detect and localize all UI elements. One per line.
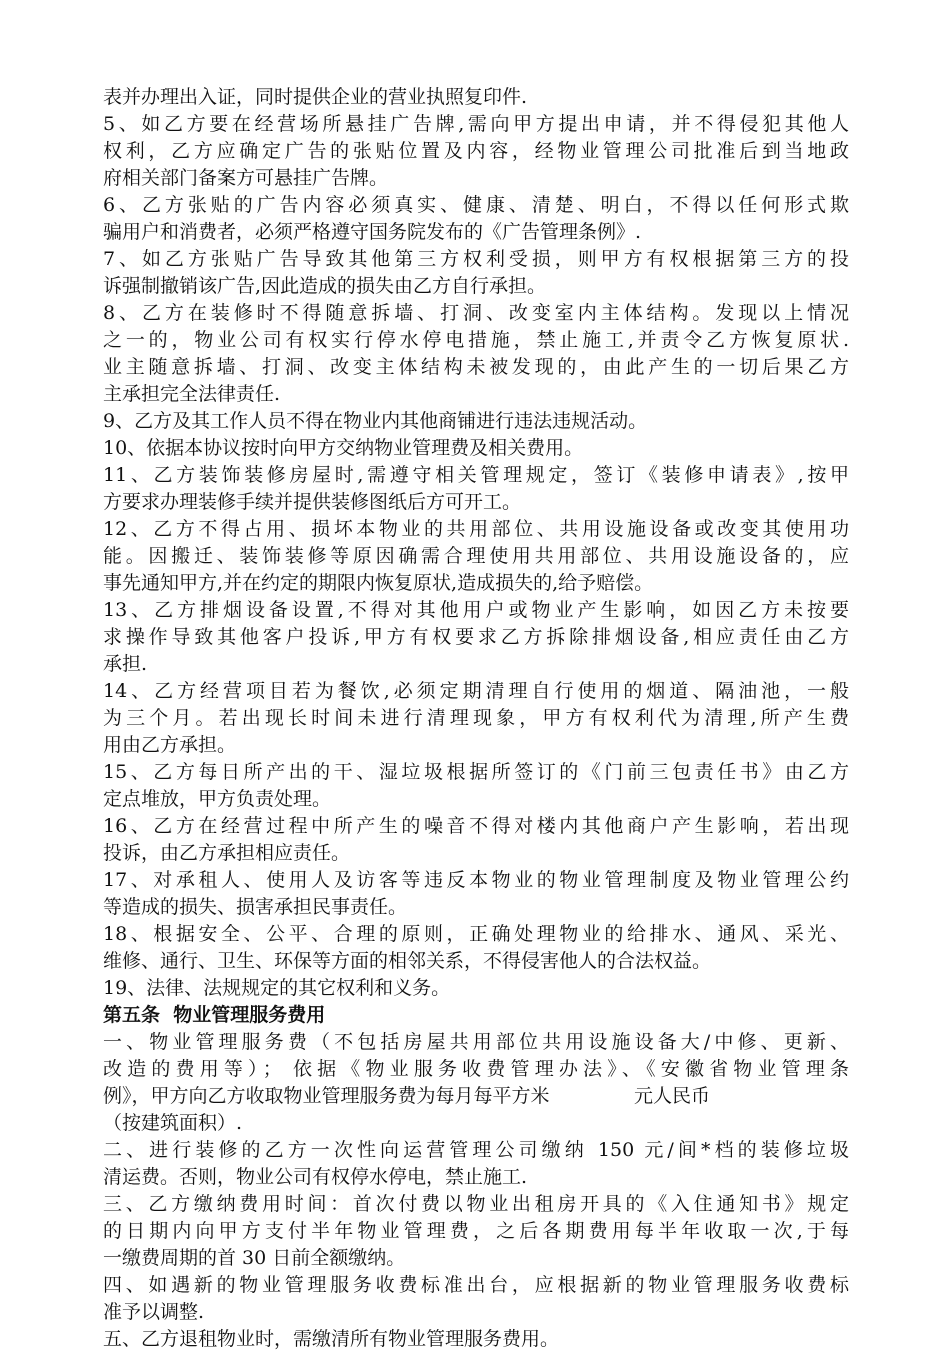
text-line: 18、根据安全、公平、合理的原则，正确处理物业的给排水、通风、采光、 bbox=[103, 923, 849, 945]
text-line: 9、乙方及其工作人员不得在物业内其他商铺进行违法违规活动。 bbox=[103, 410, 648, 432]
text-line: 五、乙方退租物业时，需缴清所有物业管理服务费用。 bbox=[103, 1328, 560, 1350]
text-line: 清运费。否则，物业公司有权停水停电，禁止施工. bbox=[103, 1166, 528, 1188]
text-line: 15、乙方每日所产出的干、湿垃圾根据所签订的《门前三包责任书》由乙方 bbox=[103, 761, 849, 783]
text-line: 定点堆放，甲方负责处理。 bbox=[103, 788, 332, 810]
document-page bbox=[103, 84, 849, 1353]
text-line: 准予以调整. bbox=[103, 1301, 205, 1323]
text-line: 6、乙方张贴的广告内容必须真实、健康、清楚、明白，不得以任何形式欺 bbox=[103, 194, 849, 216]
text-line: 的日期内向甲方支付半年物业管理费，之后各期费用每半年收取一次,于每 bbox=[103, 1220, 849, 1242]
text-line: 12、乙方不得占用、损坏本物业的共用部位、共用设施设备或改变其使用功 bbox=[103, 518, 849, 540]
text-line: 13、乙方排烟设备设置,不得对其他用户或物业产生影响，如因乙方未按要 bbox=[103, 599, 849, 621]
text-line: 二、进行装修的乙方一次性向运营管理公司缴纳 150 元/间*档的装修垃圾 bbox=[103, 1139, 849, 1161]
text-line: 用由乙方承担。 bbox=[103, 734, 237, 756]
text-line: 事先通知甲方,并在约定的期限内恢复原状,造成损失的,给予赔偿。 bbox=[103, 572, 654, 594]
text-line: 8、乙方在装修时不得随意拆墙、打洞、改变室内主体结构。发现以上情况 bbox=[103, 302, 849, 324]
text-line: 一缴费周期的首 30 日前全额缴纳。 bbox=[103, 1247, 406, 1269]
text-line: 7、如乙方张贴广告导致其他第三方权利受损，则甲方有权根据第三方的投 bbox=[103, 248, 849, 270]
text-line: 16、乙方在经营过程中所产生的噪音不得对楼内其他商户产生影响，若出现 bbox=[103, 815, 849, 837]
text-line: 骗用户和消费者，必须严格遵守国务院发布的《广告管理条例》. bbox=[103, 221, 642, 243]
text-line: 为三个月。若出现长时间未进行清理现象，甲方有权利代为清理,所产生费 bbox=[103, 707, 849, 729]
section-heading: 第五条 物业管理服务费用 bbox=[103, 1004, 326, 1026]
text-line: 府相关部门备案方可悬挂广告牌。 bbox=[103, 167, 389, 189]
text-line: 四、如遇新的物业管理服务收费标准出台，应根据新的物业管理服务收费标 bbox=[103, 1274, 849, 1296]
text-line: 一、物业管理服务费（不包括房屋共用部位共用设施设备大/中修、更新、 bbox=[103, 1031, 849, 1053]
text-line: （按建筑面积）. bbox=[103, 1112, 243, 1134]
text-line: 业主随意拆墙、打洞、改变主体结构未被发现的，由此产生的一切后果乙方 bbox=[103, 356, 849, 378]
text-line: 承担. bbox=[103, 653, 148, 675]
text-line: 例》，甲方向乙方收取物业管理服务费为每月每平方米 元人民币 bbox=[103, 1085, 711, 1107]
text-line: 主承担完全法律责任. bbox=[103, 383, 281, 405]
text-line: 方要求办理装修手续并提供装修图纸后方可开工。 bbox=[103, 491, 522, 513]
text-line: 5、如乙方要在经营场所悬挂广告牌,需向甲方提出申请，并不得侵犯其他人 bbox=[103, 113, 849, 135]
text-line: 能。因搬迁、装饰装修等原因确需合理使用共用部位、共用设施设备的，应 bbox=[103, 545, 849, 567]
text-line: 诉强制撤销该广告,因此造成的损失由乙方自行承担。 bbox=[103, 275, 547, 297]
text-line: 表并办理出入证，同时提供企业的营业执照复印件. bbox=[103, 86, 528, 108]
text-line: 维修、通行、卫生、环保等方面的相邻关系，不得侵害他人的合法权益。 bbox=[103, 950, 712, 972]
document-body bbox=[103, 84, 849, 1353]
text-line: 14、乙方经营项目若为餐饮,必须定期清理自行使用的烟道、隔油池，一般 bbox=[103, 680, 849, 702]
text-line: 投诉，由乙方承担相应责任。 bbox=[103, 842, 351, 864]
text-line: 三、乙方缴纳费用时间：首次付费以物业出租房开具的《入住通知书》规定 bbox=[103, 1193, 849, 1215]
text-line: 11、乙方装饰装修房屋时,需遵守相关管理规定，签订《装修申请表》,按甲 bbox=[103, 464, 849, 486]
text-line: 10、依据本协议按时向甲方交纳物业管理费及相关费用。 bbox=[103, 437, 584, 459]
text-line: 19、法律、法规规定的其它权利和义务。 bbox=[103, 977, 451, 999]
text-line: 17、对承租人、使用人及访客等违反本物业的物业管理制度及物业管理公约 bbox=[103, 869, 849, 891]
text-line: 改造的费用等）； 依据《物业服务收费管理办法》、《安徽省物业管理条 bbox=[103, 1058, 849, 1080]
text-line: 之一的，物业公司有权实行停水停电措施，禁止施工,并责令乙方恢复原状. bbox=[103, 329, 849, 351]
text-line: 求操作导致其他客户投诉,甲方有权要求乙方拆除排烟设备,相应责任由乙方 bbox=[103, 626, 849, 648]
text-line: 权利，乙方应确定广告的张贴位置及内容，经物业管理公司批准后到当地政 bbox=[103, 140, 849, 162]
text-line: 等造成的损失、损害承担民事责任。 bbox=[103, 896, 408, 918]
